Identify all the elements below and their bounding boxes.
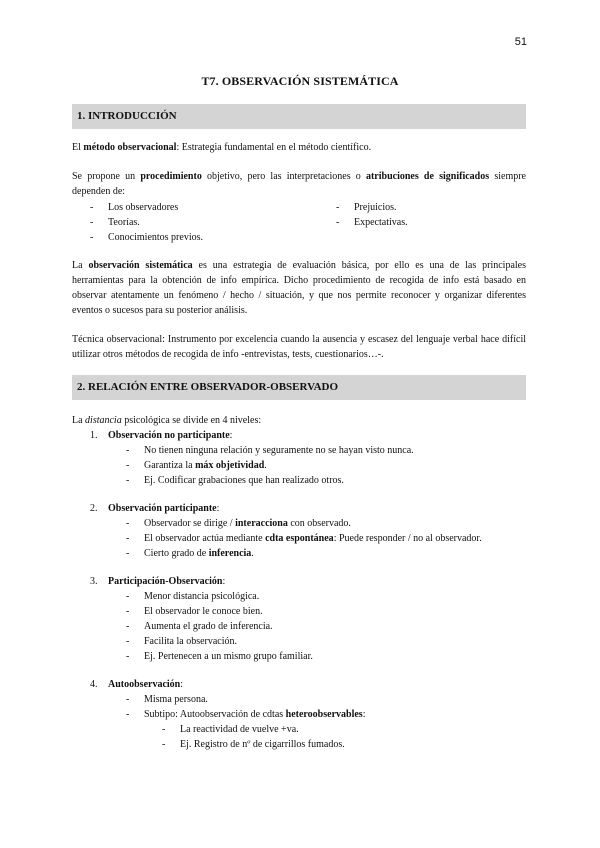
list-item: - Cierto grado de inferencia. — [126, 546, 482, 561]
list-item: - Ej. Pertenecen a un mismo grupo familiar. — [126, 649, 313, 664]
list-item: - Menor distancia psicológica. — [126, 589, 313, 604]
paragraph-observacion-sistematica: La observación sistemática es una estrategia de evaluación básica, por ello es una de las principales herramientas para la obtención de info empírica. Dicho procedimiento de recogida de info está basado en observar atentamente un fenómeno / hecho / situación, y que nos permite reconocer y organizar diferentes eventos o sucesos para su posterior análisis. — [72, 260, 526, 316]
list-item: - Teorías. — [90, 215, 203, 230]
list-item: - Ej. Codificar grabaciones que han realizado otros. — [126, 473, 414, 488]
section-heading-relacion: 2. RELACIÓN ENTRE OBSERVADOR-OBSERVADO — [72, 375, 526, 400]
section-heading-introduccion: 1. INTRODUCCIÓN — [72, 104, 526, 129]
list-item: - Los observadores — [90, 200, 203, 215]
list-item: - Prejuicios. — [336, 200, 408, 215]
list-item: - Conocimientos previos. — [90, 230, 203, 245]
dependencies-list-left — [90, 200, 203, 245]
list-item: - El observador actúa mediante cdta espontánea: Puede responder / no al observador. — [126, 531, 482, 546]
level-4-sublist — [162, 722, 345, 752]
level-3-heading: 3. Participación-Observación: — [90, 576, 226, 587]
list-item: - El observador le conoce bien. — [126, 604, 313, 619]
list-item: - Misma persona. — [126, 692, 365, 707]
level-3-list — [126, 589, 313, 664]
level-1-heading: 1. Observación no participante: — [90, 430, 233, 441]
list-item: - La reactividad de vuelve +va. — [162, 722, 345, 737]
level-2-heading: 2. Observación participante: — [90, 503, 220, 514]
list-item: - Garantiza la máx objetividad. — [126, 458, 414, 473]
page-number: 51 — [514, 36, 527, 48]
list-item: - Subtipo: Autoobservación de cdtas heteroobservables: — [126, 707, 365, 722]
page-title: T7. OBSERVACIÓN SISTEMÁTICA — [201, 74, 399, 88]
paragraph-procedimiento: Se propone un procedimiento objetivo, pero las interpretaciones o atribuciones de significados siempre dependen de: — [72, 171, 526, 197]
paragraph-metodo: El método observacional: Estrategia fundamental en el método científico. — [72, 142, 372, 153]
level-2-list — [126, 516, 482, 561]
level-1-list — [126, 443, 414, 488]
list-item: - Observador se dirige / interacciona con observado. — [126, 516, 482, 531]
level-4-heading: 4. Autoobservación: — [90, 679, 184, 690]
list-item: - Ej. Registro de nº de cigarrillos fumados. — [162, 737, 345, 752]
paragraph-distancia: La distancia psicológica se divide en 4 niveles: — [72, 415, 262, 426]
list-item: - Aumenta el grado de inferencia. — [126, 619, 313, 634]
dependencies-list-right — [336, 200, 408, 230]
list-item: - Expectativas. — [336, 215, 408, 230]
paragraph-tecnica: Técnica observacional: Instrumento por excelencia cuando la ausencia y escasez del lenguaje verbal hace difícil utilizar otros métodos de recogida de info -entrevistas, tests, cuestionarios…-. — [72, 334, 526, 360]
level-4-list — [126, 692, 365, 722]
list-item: - No tienen ninguna relación y seguramente no se hayan visto nunca. — [126, 443, 414, 458]
list-item: - Facilita la observación. — [126, 634, 313, 649]
